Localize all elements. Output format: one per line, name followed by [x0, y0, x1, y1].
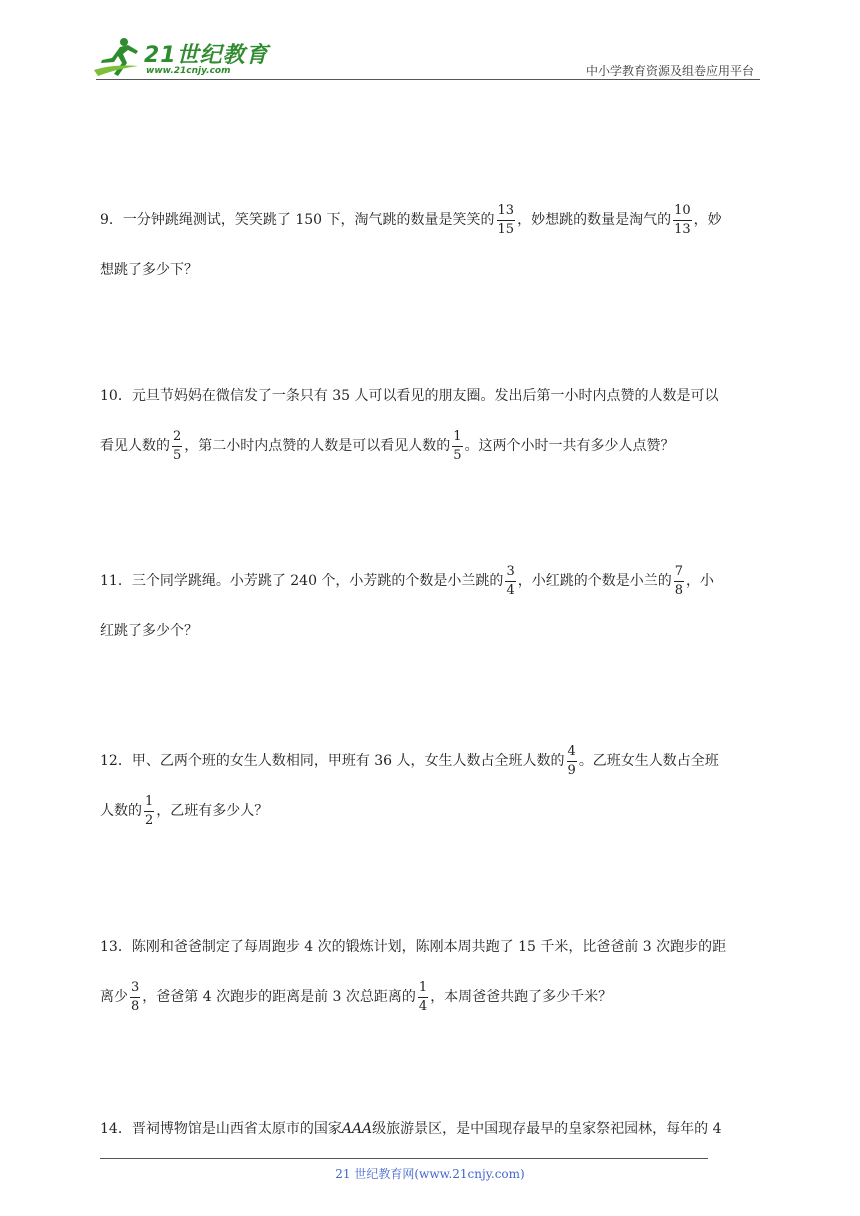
question-line [100, 195, 762, 245]
question-text: 看见人数的 [100, 438, 170, 454]
question-line [100, 972, 762, 1022]
question-line [100, 736, 762, 786]
question-line: 10．元旦节妈妈在微信发了一条只有 35 人可以看见的朋友圈。发出后第一小时内点赞的人数是可以 [100, 388, 719, 404]
question-text: 级旅游景区，是中国现存最早的皇家祭祀园林，每年的 4 [372, 1121, 722, 1137]
fraction [567, 744, 577, 779]
question-line: 13．陈刚和爸爸制定了每周跑步 4 次的锻炼计划，陈刚本周共跑了 15 千米，比爸爸前 3 次跑步的距 [100, 939, 727, 955]
fraction [172, 429, 182, 464]
numerator: 3 [130, 980, 140, 998]
denominator: 5 [453, 447, 462, 463]
numerator: 3 [505, 564, 515, 582]
question-10 [100, 371, 762, 471]
numerator: 13 [497, 203, 516, 221]
logo-text: 21世纪教育 [144, 43, 269, 68]
question-text: ，第二小时内点赞的人数是可以看见人数的 [184, 438, 451, 454]
question-line [100, 556, 762, 606]
denominator: 13 [674, 221, 691, 237]
question-text: 。乙班女生人数占全班 [578, 753, 719, 769]
page-header [0, 0, 860, 90]
question-text: ，小 [686, 573, 714, 589]
fraction [130, 980, 140, 1015]
question-11 [100, 556, 762, 656]
numerator: 1 [418, 980, 428, 998]
question-text: ，乙班有多少人？ [156, 803, 269, 819]
denominator: 4 [506, 582, 515, 598]
question-text: 14．晋祠博物馆是山西省太原市的国家 [100, 1121, 342, 1137]
fraction [418, 980, 428, 1015]
header-divider [96, 79, 760, 80]
question-line [100, 1104, 762, 1154]
denominator: 5 [173, 447, 182, 463]
logo-url: www.21cnjy.com [146, 66, 231, 76]
site-logo [92, 36, 269, 80]
question-text: 11．三个同学跳绳。小芳跳了 240 个，小芳跳的个数是小兰跳的 [100, 573, 504, 589]
question-text: 。这两个小时一共有多少人点赞？ [464, 438, 675, 454]
denominator: 2 [145, 812, 154, 828]
fraction [144, 794, 154, 829]
question-13 [100, 922, 762, 1022]
fraction [497, 203, 516, 238]
fraction [674, 564, 684, 599]
numerator: 4 [567, 744, 577, 762]
numerator: 10 [673, 203, 692, 221]
question-text: 人数的 [100, 803, 142, 819]
question-text: ，小红跳的个数是小兰的 [517, 573, 672, 589]
numerator: 2 [172, 429, 182, 447]
page-footer: 21 世纪教育网(www.21cnjy.com) [335, 1167, 525, 1181]
question-text: 12．甲、乙两个班的女生人数相同，甲班有 36 人，女生人数占全班人数的 [100, 753, 565, 769]
question-9 [100, 195, 762, 295]
numerator: 1 [144, 794, 154, 812]
platform-title: 中小学教育资源及组卷应用平台 [585, 64, 754, 78]
denominator: 8 [131, 998, 140, 1014]
footer-divider [100, 1158, 708, 1159]
question-text: ，妙 [693, 212, 722, 228]
question-text: ，爸爸第 4 次跑步的距离是前 3 次总距离的 [142, 989, 416, 1005]
denominator: 4 [418, 998, 428, 1014]
question-text: 离少 [100, 989, 128, 1005]
question-text: ，本周爸爸共跑了多少千米？ [430, 989, 613, 1005]
question-line [100, 421, 762, 471]
question-text: 9．一分钟跳绳测试，笑笑跳了 150 下，淘气跳的数量是笑笑的 [100, 212, 495, 228]
runner-logo-icon [92, 36, 148, 80]
question-line: 想跳了多少下？ [100, 262, 198, 278]
denominator: 15 [497, 221, 515, 237]
question-14 [100, 1104, 762, 1154]
question-line: 红跳了多少个？ [100, 623, 198, 639]
fraction [452, 429, 462, 464]
denominator: 8 [674, 582, 683, 598]
denominator: 9 [567, 762, 576, 778]
fraction [673, 203, 692, 238]
question-line [100, 786, 762, 836]
question-text: ，妙想跳的数量是淘气的 [517, 212, 672, 228]
numerator: 7 [674, 564, 684, 582]
numerator: 1 [452, 429, 462, 447]
rating-text: AAA [341, 1121, 373, 1137]
fraction [505, 564, 515, 599]
question-12 [100, 736, 762, 836]
